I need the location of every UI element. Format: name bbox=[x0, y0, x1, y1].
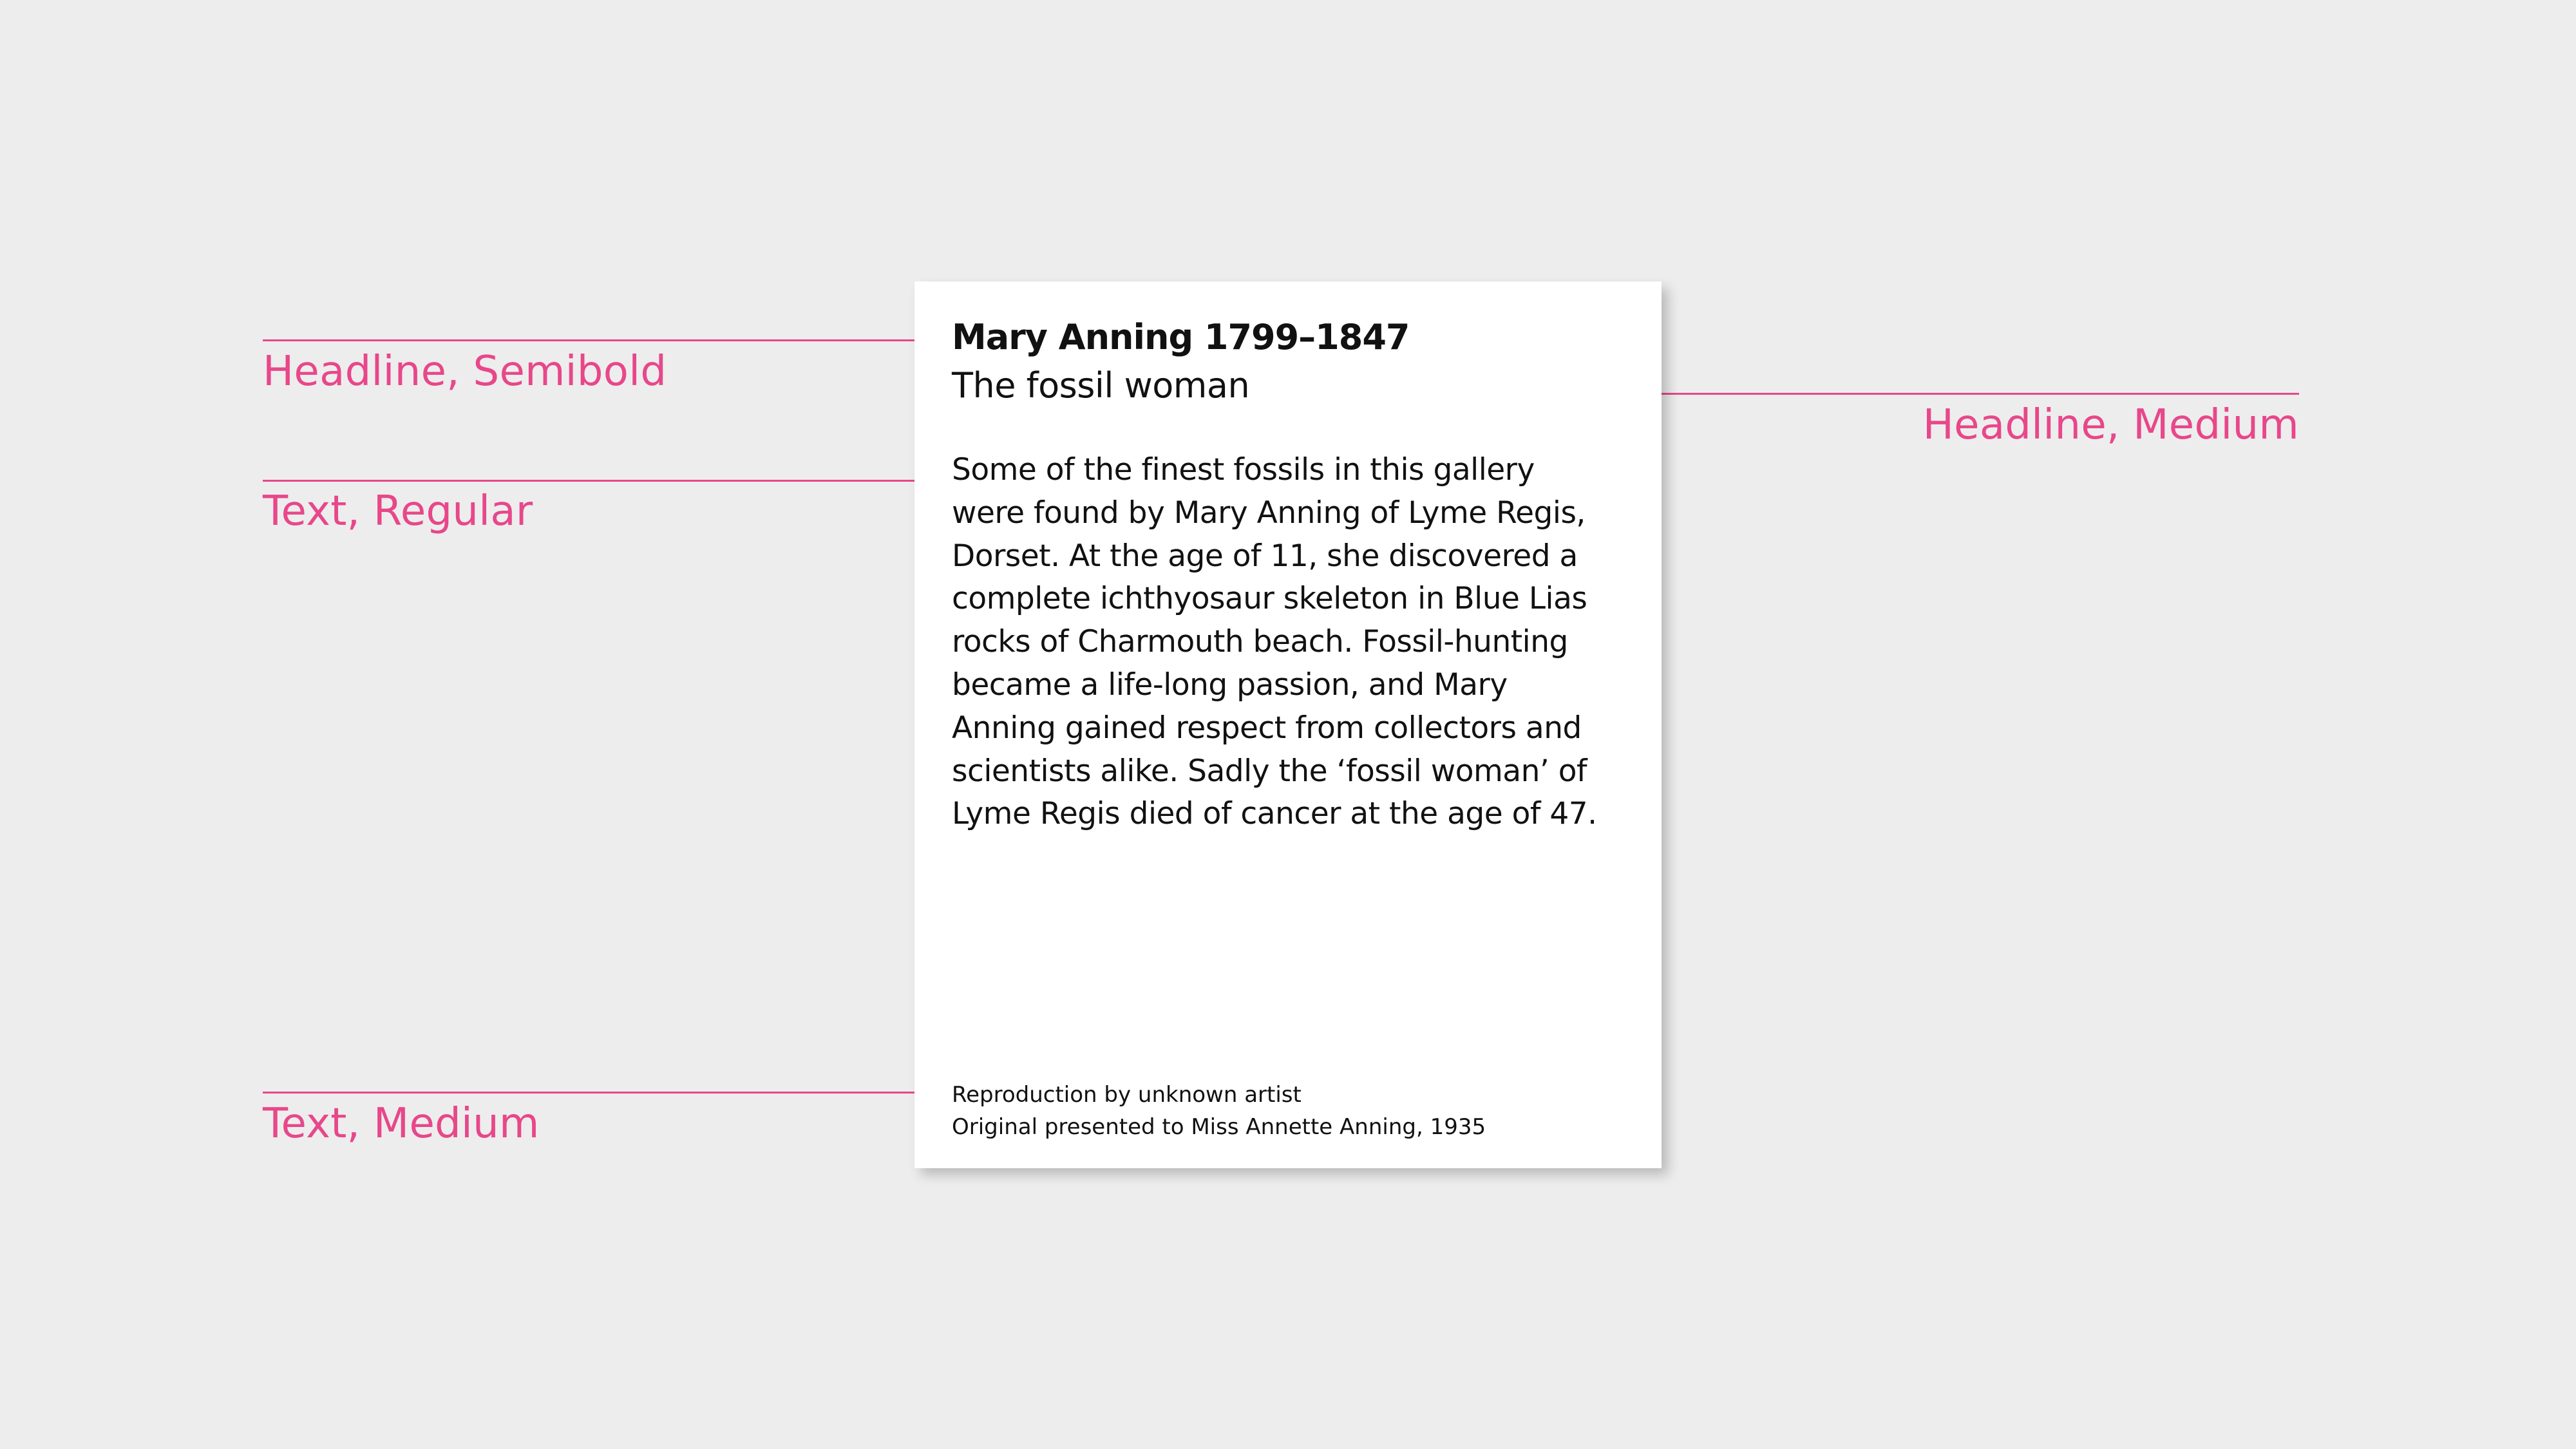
text-regular-leader-line bbox=[263, 480, 937, 482]
headline-semibold-leader-line bbox=[263, 339, 937, 341]
body-line: complete ichthyosaur skeleton in Blue Lias bbox=[952, 581, 1587, 617]
text-regular-label: Text, Regular bbox=[263, 488, 533, 535]
card-credit bbox=[952, 1079, 1486, 1143]
card-title: Mary Anning 1799–1847 bbox=[952, 317, 1410, 357]
text-medium-leader-line bbox=[263, 1092, 937, 1094]
credit-line: Reproduction by unknown artist bbox=[952, 1082, 1302, 1108]
body-line: Some of the finest fossils in this gallery bbox=[952, 452, 1535, 488]
body-line: scientists alike. Sadly the ‘fossil woman’ of bbox=[952, 753, 1587, 789]
card-subtitle: The fossil woman bbox=[952, 365, 1250, 406]
museum-label-card bbox=[914, 281, 1662, 1168]
card-body-text bbox=[952, 449, 1596, 836]
body-line: Lyme Regis died of cancer at the age of 47. bbox=[952, 796, 1597, 832]
body-line: Anning gained respect from collectors and bbox=[952, 710, 1582, 746]
body-line: Dorset. At the age of 11, she discovered a bbox=[952, 538, 1578, 574]
credit-line: Original presented to Miss Annette Anning, 1935 bbox=[952, 1114, 1486, 1140]
headline-medium-label: Headline, Medium bbox=[1922, 401, 2299, 449]
body-line: rocks of Charmouth beach. Fossil-hunting bbox=[952, 624, 1568, 660]
headline-semibold-label: Headline, Semibold bbox=[263, 348, 667, 395]
body-line: became a life-long passion, and Mary bbox=[952, 667, 1508, 703]
body-line: were found by Mary Anning of Lyme Regis, bbox=[952, 495, 1586, 531]
text-medium-label: Text, Medium bbox=[263, 1100, 540, 1148]
